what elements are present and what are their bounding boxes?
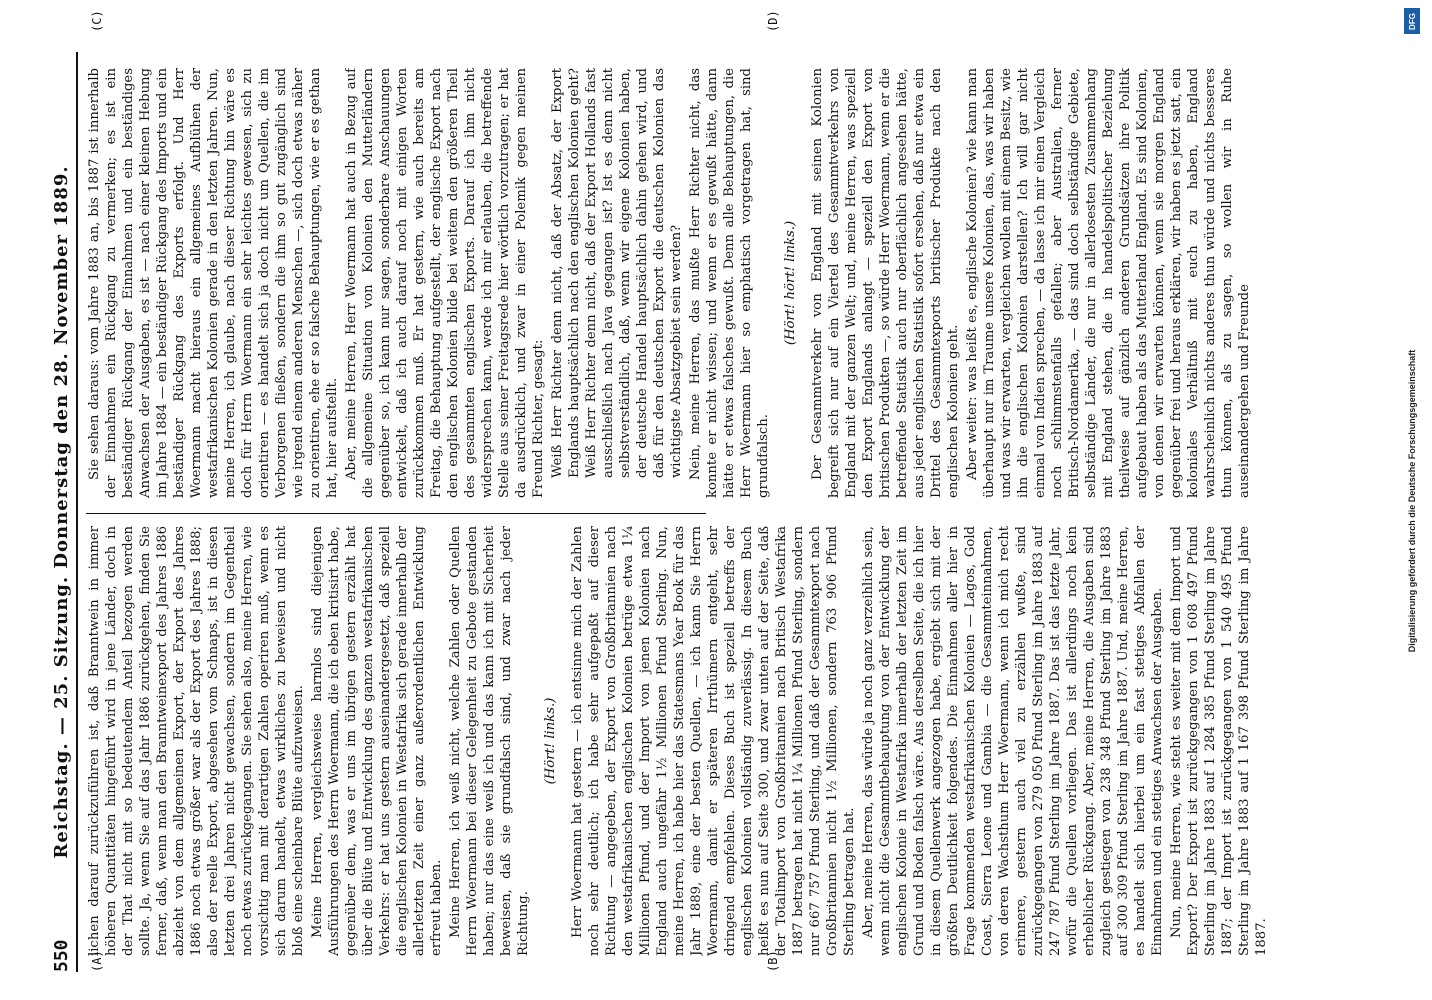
paragraph: Meine Herren, ich weiß nicht, welche Zahlen oder Quellen Herrn Woermann bei dieser Gelegenheit zu Gebote gestanden haben; nur das eine weiß ich und das kann ich mit Sicherheit beweisen, daß sie grundfalsch sind, und zwar nach jeder Richtung. xyxy=(448,526,531,956)
paragraph: Herr Woermann hat gestern — ich entsinne mich der Zahlen noch sehr deutlich; ich habe sehr aufgepaßt auf dieser Richtung — angegeben, der Export von Großbritannien nach den westafrikanischen englischen Kolonien betrüge etwa 1¼ Millionen Pfund, und der Import von jenen Kolonien nach England auch ungefähr 1½ Millionen Pfund Sterling. Nun, meine Herren, ich habe hier das Statesmans Year Book für das Jahr 1889, eine der besten Quellen, — ich kann Sie Herrn Woermann, damit er späteren Irrthümern entgeht, sehr dringend empfehlen. Dieses Buch ist speziell betreffs der englischen Kolonien vollständig zuverlässig. In diesem Buch heißt es nun auf Seite 300, und zwar unten auf der Seite, daß der Totalimport von Großbritannien nach Britisch Westafrika 1887 betragen hat nicht 1¼ Millionen Pfund Sterling, sondern nur 667 757 Pfund Sterling, und daß der Gesammtexport nach Großbritannien nicht 1½ Millionen, sondern 763 906 Pfund Sterling betragen hat. xyxy=(570,526,857,956)
right-column xyxy=(86,68,1306,498)
paragraph: lichen darauf zurückzuführen ist, daß Branntwein in immer höheren Quantitäten hingeführt wird in jene Länder, doch in der That nicht mit so bedeutendem Anteil bezogen werden sollte. Ja, wenn Sie auf das Jahr 1886 zurückgehen, finden Sie ferner, daß, wenn man den Branntweinexport des Jahres 1886 abzieht von dem allgemeinen Export, der Export des Jahres 1886 noch etwas größer war als der Export des Jahres 1888; also der reelle Export, abgesehen vom Schnaps, ist in diesen letzten drei Jahren nicht gewachsen, sondern im Gegentheil noch etwas zurückgegangen. Sie sehen also, meine Herren, wie vorsichtig man mit derartigen Zahlen operiren muß, wenn es sich darum handelt, etwas wirkliches zu beweisen und nicht bloß eine scheinbare Blüte aufzuweisen. xyxy=(87,526,306,956)
paragraph: Aber, meine Herren, Herr Woermann hat auch in Bezug auf die allgemeine Situation von Kolonien den Mutterländern gegenüber so, ich kann nur sagen, sonderbare Anschauungen entwickelt, daß ich auch darauf noch mit einigen Worten zurückkommen muß. Er hat gestern, wie auch bereits am Freitag, die Behauptung aufgestellt, der englische Export nach den englischen Kolonien bilde bei weitem den größeren Theil des gesammten englischen Exports. Darauf ich ihm nicht widersprechen kann, werde ich mir erlauben, die betreffende Stelle aus seiner Freitagsrede hier wörtlich vorzutragen; er hat da ausdrücklich, und zwar in einer Polemik gegen meinen Freund Richter, gesagt: xyxy=(344,68,546,498)
margin-marker-d: (D) xyxy=(766,10,780,32)
margin-marker-a: (A) xyxy=(90,950,104,972)
interjection: (Hört! hört! links.) xyxy=(783,220,798,346)
running-head xyxy=(40,52,78,972)
margin-marker-c: (C) xyxy=(90,10,104,32)
block-quote: Weiß Herr Richter denn nicht, daß der Absatz, der Export Englands hauptsächlich nach den englischen Kolonien geht? Weiß Herr Richter denn nicht, daß der Export Hollands fast ausschließlich nach Java gegangen ist? Ist es denn nicht selbstverständlich, daß, wenn wir eigene Kolonien haben, der deutsche Handel hauptsächlich dahin gehen wird, und daß für den deutschen Export die deutschen Kolonien das wichtigste Absatzgebiet sein werden? xyxy=(550,68,684,478)
margin-marker-b: (B) xyxy=(766,950,780,972)
paragraph: Der Gesammtverkehr von England mit seinen Kolonien begreift sich nur auf ein Viertel des Gesammtverkehrs von England mit der ganzen Welt; und, meine Herren, was speziell den Export Englands anlangt — speziell den Export von britischen Produkten —, so würde Herr Woermann, wenn er die betreffende Statistik auch nur oberflächlich angesehen hätte, aus jeder englischen Statistik sofort ersehen, daß nur etwa ein Drittel des Gesammtexports britischer Produkte nach den englischen Kolonien geht. xyxy=(810,68,961,498)
paragraph: Nein, meine Herren, das mußte Herr Richter nicht, das konnte er nicht wissen; und wenn er es gewußt hätte, dann hätte er etwas falsches gewußt. Denn alle Behauptungen, die Herr Woermann hier so emphatisch vorgetragen hat, sind grundfalsch. xyxy=(688,68,771,498)
paragraph: Sie sehen daraus: vom Jahre 1883 an, bis 1887 ist innerhalb der Einnahmen ein Rückgang zu vermerken; es ist ein beständiger Rückgang der Einnahmen und ein beständiges Anwachsen der Ausgaben, es ist — nach einer kleinen Hebung im Jahre 1884 — ein beständiger Rückgang des Imports und ein beständiger Rückgang des Exports erfolgt. Und Herr Woermann macht hieraus ein allgemeines Aufblühen der westafrikanischen Kolonien gerade in den letzten Jahren. Nun, meine Herren, ich glaube, nach dieser Richtung hin wäre es doch für Herrn Woermann ein sehr leichtes gewesen, sich zu orientiren — es handelt sich ja doch nicht um Quellen, die im Verborgenen fließen, sondern die ihm so gut zugänglich sind wie irgend einem anderen Menschen —, sich doch etwas näher zu orientiren, ehe er so falsche Behauptungen, wie er es gethan hat, hier aufstellt. xyxy=(87,68,340,498)
credit-text: Digitalisierung gefördert durch die Deutsche Forschungsgemeinschaft xyxy=(1407,349,1417,652)
paragraph: Meine Herren, vergleichsweise harmlos sind diejenigen Ausführungen des Herrn Woermann, die ich eben kritisirt habe, gegenüber dem, was er uns im übrigen gestern erzählt hat über die Blüte und Entwicklung des ganzen westafrikanischen Verkehrs: er hat uns gestern auseinandergesetzt, daß speziell die englischen Kolonien in Westafrika sich gerade innerhalb der allerletzten Zeit einer ganz außerordentlichen Entwicklung erfreut haben. xyxy=(310,526,444,956)
page-number: 550 xyxy=(51,939,72,972)
paragraph: Aber, meine Herren, das würde ja noch ganz verzeihlich sein, wenn nicht die Gesammtbehauptung von der Entwicklung der englischen Kolonie in Westafrika innerhalb der letzten Zeit im Grund und Boden falsch wäre. Aus derselben Seite, die ich hier in diesem Quellenwerk angezogen habe, ergiebt sich mit der größten Deutlichkeit folgendes. Die Einnahmen aller hier in Frage kommenden westafrikanischen Kolonien — Lagos, Gold Coast, Sierra Leone und Gambia — die Gesammteinnahmen, von deren Wachsthum Herr Woermann, wenn ich mich recht erinnere, gestern auch viel zu erzählen wußte, sind zurückgegangen von 279 050 Pfund Sterling im Jahre 1883 auf 247 787 Pfund Sterling im Jahre 1887. Das ist das letzte Jahr, wofür die Quellen vorliegen. Das ist allerdings noch kein erheblicher Rückgang. Aber, meine Herren, die Ausgaben sind zugleich gestiegen von 238 348 Pfund Sterling im Jahre 1883 auf 300 309 Pfund Sterling im Jahre 1887. Und, meine Herren, es handelt sich hierbei um ein fast stetiges Abfallen der Einnahmen und ein stetiges Anwachsen der Ausgaben. xyxy=(861,526,1165,956)
page-header-title: Reichstag. — 25. Sitzung. Donnerstag den 28. November 1889. xyxy=(51,165,72,859)
digitization-credit xyxy=(1404,8,1420,993)
dfg-logo xyxy=(1404,8,1420,34)
interjection: (Hört! links.) xyxy=(543,697,558,785)
dfg-logo-text: DFG xyxy=(1407,12,1417,30)
paragraph: Nun, meine Herren, wie steht es weiter mit dem Import und Export? Der Export ist zurückgegangen von 1 608 497 Pfund Sterling im Jahre 1883 auf 1 284 385 Pfund Sterling im Jahre 1887; der Import ist zurückgegangen von 1 540 495 Pfund Sterling im Jahre 1883 auf 1 167 398 Pfund Sterling im Jahre 1887. xyxy=(1169,526,1269,956)
left-column xyxy=(86,526,1306,956)
column-divider xyxy=(86,513,706,514)
text-columns xyxy=(86,10,1306,972)
paragraph: Aber weiter: was heißt es, englische Kolonien? wie kann man überhaupt nur im Traume unsere Kolonien, das, was wir haben und was wir erwarten, vergleichen wollen mit einem Besitz, wie ihn die englischen Kolonien darstellen? Ich will gar nicht einmal von Indien sprechen, — da lasse ich mir einen Vergleich noch schlimmstenfalls gefallen; aber Australien, ferner Britisch-Nordamerika, — das sind doch selbständige Gebiete, selbständige Länder, die nur in allerlosesten Zusammenhang mit England stehen, die in handelspolitischer Beziehung theilweise auf gänzlich anderen Grundsätzen ihre Politik aufgebaut haben als das Mutterland England. Es sind Kolonien, von denen wir erwarten können, wenn sie morgen England gegenüber frei und heraus erklären, wir haben es jetzt satt, ein koloniales Verhältniß mit euch zu haben, England wahrscheinlich nichts anderes thun würde und nichts besseres thun können, als zu sagen, so wollen wir in Ruhe auseinandergehen und Freunde xyxy=(965,68,1252,498)
